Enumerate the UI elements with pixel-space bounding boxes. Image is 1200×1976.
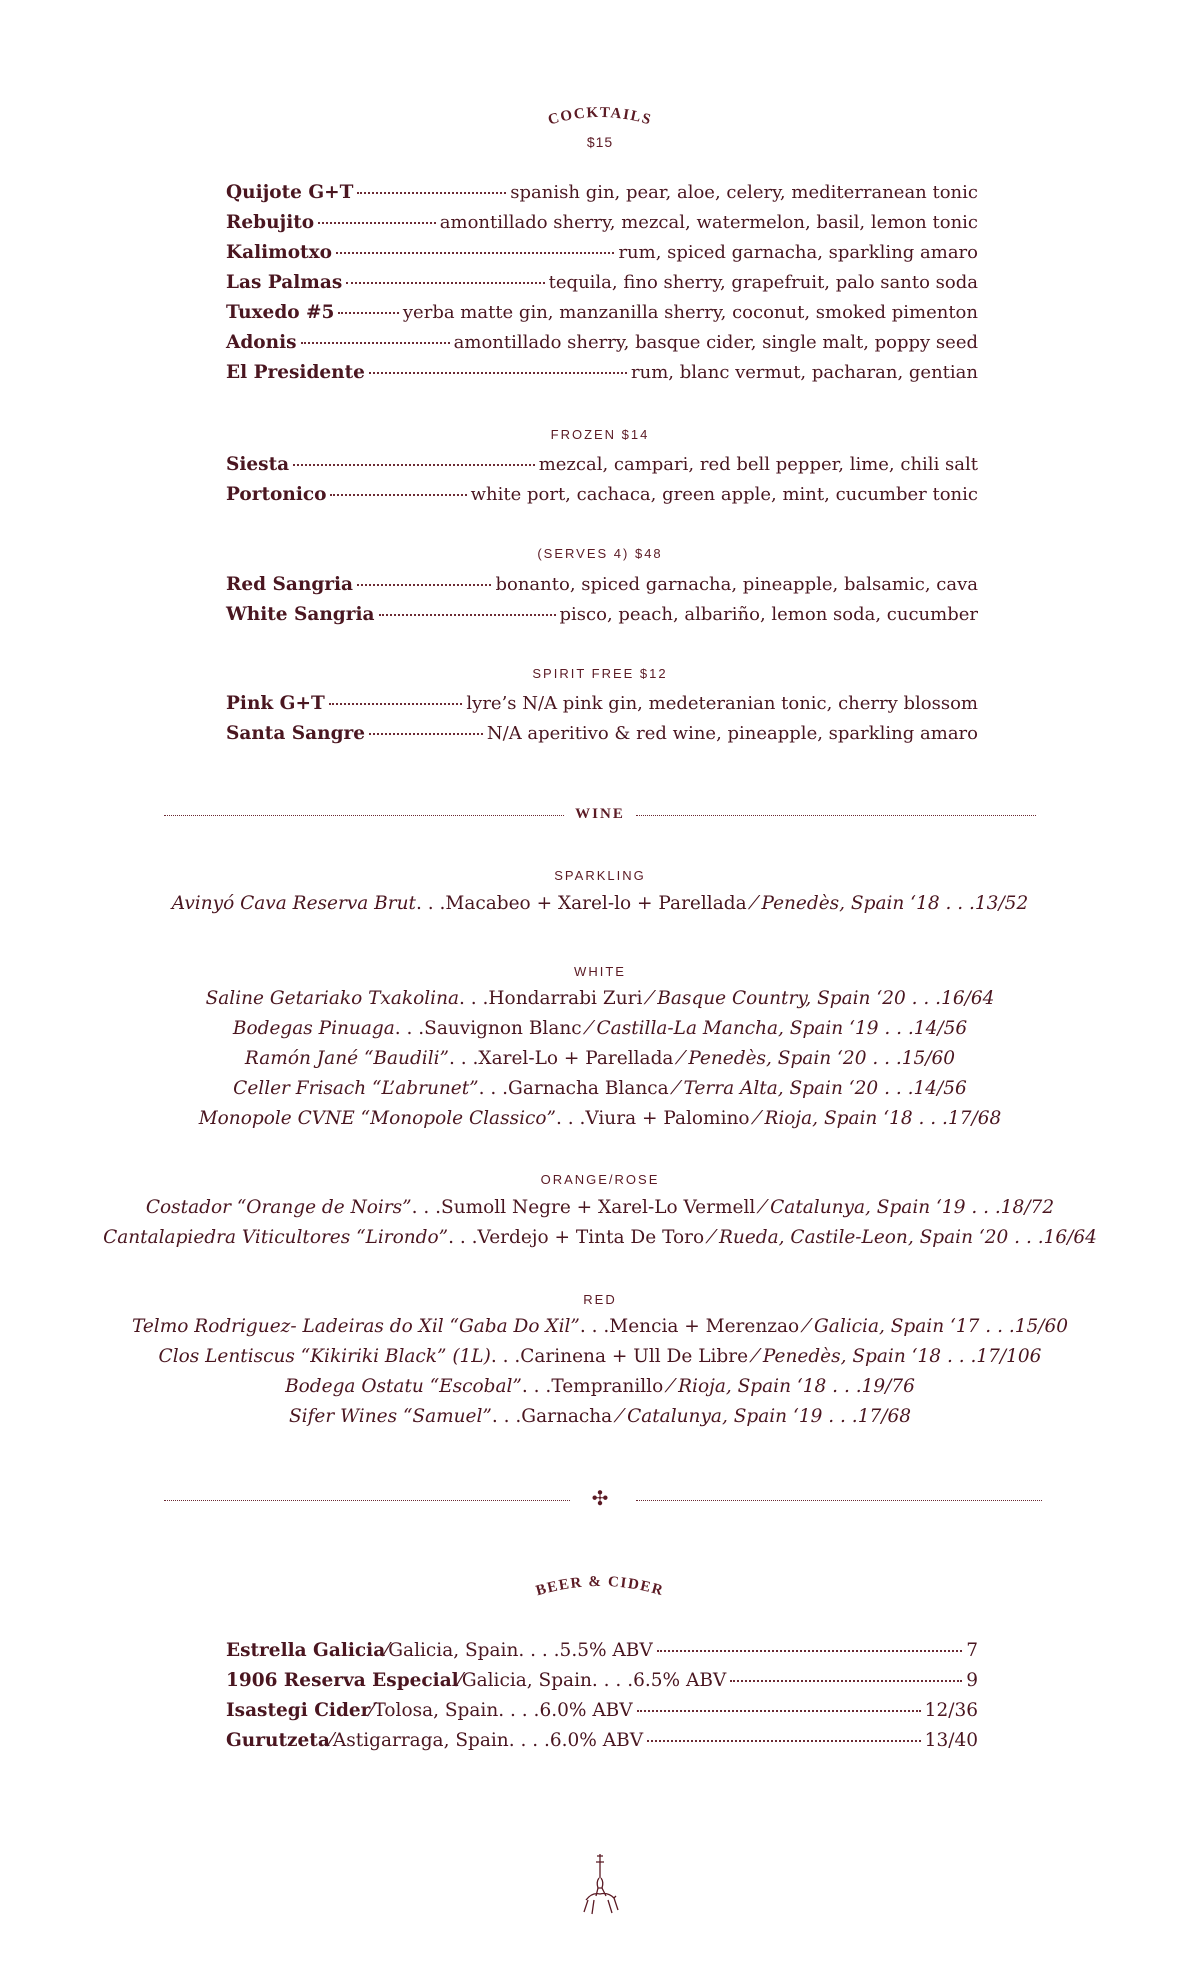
item-description: amontillado sherry, basque cider, single malt, poppy seed [453,332,978,353]
wine-leader: . . . [415,893,446,914]
leader-dots [657,1650,962,1652]
item-description: tequila, fino sherry, grapefruit, palo santo soda [548,272,978,293]
beer-leader: . . . . [518,1640,560,1661]
wine-leader: . . . [411,1197,442,1218]
beer-price: 7 [966,1640,978,1661]
beer-name: 1906 Reserva Especial [226,1670,459,1691]
beer-item [226,1730,978,1751]
cocktails-arch [500,98,700,138]
wine-separator: ⁄ [748,1346,763,1367]
leader-dots [369,733,483,735]
beer-arch [490,1564,710,1604]
wine-producer: Bodegas Pinuaga [232,1018,395,1039]
beer-separator: ⁄ [385,1640,389,1661]
menu-item [226,332,978,360]
wine-grapes: Macabeo + Xarel-lo + Parellada [445,893,747,914]
beer-origin: Astigarraga, Spain [332,1730,509,1751]
item-description: yerba matte gin, manzanilla sherry, coconut, smoked pimenton [402,302,978,323]
wine-region: Penedès, Spain ‘18 [761,893,940,914]
item-description: mezcal, campari, red bell pepper, lime, chili salt [538,454,978,475]
wine-leader: . . . [878,1078,914,1099]
wine-leader: . . . [394,1018,425,1039]
leader-dots [379,614,556,616]
menu-item [226,272,978,300]
beer-price: 12/36 [924,1700,978,1721]
wine-separator: ⁄ [642,988,658,1009]
wine-grapes: Sumoll Negre + Xarel-Lo Vermell [441,1197,756,1218]
leader-dots [730,1680,962,1682]
spirit-free-heading: SPIRIT FREE $12 [532,666,668,681]
wine-price: 13/52 [974,893,1029,914]
wine-item [40,1346,1160,1367]
menu-item [226,182,978,210]
wine-leader: . . . [912,1108,948,1129]
wine-price: 18/72 [1000,1197,1055,1218]
wine-grapes: Xarel-Lo + Parellada [478,1048,674,1069]
wine-grapes: Mencia + Merenzao [609,1316,800,1337]
beer-separator: ⁄ [370,1700,374,1721]
wine-grapes: Verdejo + Tinta De Toro [477,1227,705,1248]
item-description: N/A aperitivo & red wine, pineapple, sparkling amaro [486,723,978,744]
beer-leader: . . . . [591,1670,634,1691]
beer-name: Estrella Galicia [226,1640,386,1661]
leader-dots [357,192,506,194]
wine-item [40,1108,1160,1129]
menu-item [226,362,978,390]
item-name: Adonis [226,332,297,353]
wine-producer: Sifer Wines “Samuel” [288,1406,492,1427]
menu-item [226,574,978,602]
leader-dots [637,1710,921,1712]
beer-price: 9 [966,1670,978,1691]
wine-region: Penedès, Spain ‘18 [762,1346,942,1367]
wine-producer: Ramón Jané “Baudili” [244,1048,450,1069]
wine-region: Castilla-La Mancha, Spain ‘19 [596,1018,879,1039]
wine-price: 17/68 [857,1406,912,1427]
item-name: Quijote G+T [226,182,354,203]
wine-region: Galicia, Spain ‘17 [814,1316,980,1337]
menu-item [226,693,978,721]
leader-dots [329,703,463,705]
leader-dots [318,222,436,224]
wine-item [40,1018,1160,1039]
wine-title: WINE [575,806,625,822]
wine-item [40,1227,1160,1248]
beer-item [226,1640,978,1661]
menu-item [226,454,978,482]
item-name: Pink G+T [226,693,325,714]
wine-item [40,893,1160,914]
svg-text:COCKTAILS [546,105,653,129]
menu-item [226,723,978,751]
wine-leader: . . . [579,1316,610,1337]
wine-price: 15/60 [901,1048,956,1069]
wine-producer: Avinyó Cava Reserva Brut [171,893,416,914]
wine-producer: Clos Lentiscus “Kikiriki Black” (1L) [158,1346,491,1367]
wine-price: 17/68 [947,1108,1002,1129]
beer-item [226,1700,978,1721]
wine-leader: . . . [449,1048,479,1069]
wine-grapes: Sauvignon Blanc [424,1018,582,1039]
wine-price: 16/64 [941,988,995,1009]
item-name: White Sangria [226,604,375,625]
wine-region: Terra Alta, Spain ‘20 [683,1078,879,1099]
item-name: Portonico [226,484,327,505]
beer-leader: . . . . [508,1730,550,1751]
item-name: Red Sangria [226,574,354,595]
wine-separator: ⁄ [663,1376,679,1397]
wine-producer: Cantalapiedra Viticultores “Lirondo” [103,1227,449,1248]
wine-price: 16/64 [1043,1227,1097,1248]
wine-producer: Saline Getariako Txakolina [205,988,460,1009]
beer-origin: Galicia, Spain [388,1640,519,1661]
menu-item [226,604,978,632]
svg-text:BEER & CIDER [534,1574,666,1599]
wine-price: 14/56 [913,1078,967,1099]
beer-abv: 6.0% ABV [549,1730,644,1751]
wine-grapes: Carinena + Ull De Libre [520,1346,749,1367]
item-description: rum, spiced garnacha, sparkling amaro [618,242,978,263]
beer-separator: ⁄ [458,1670,462,1691]
wine-producer: Telmo Rodriguez- Ladeiras do Xil “Gaba Do Xil” [131,1316,580,1337]
wine-region: Rueda, Castile-Leon, Spain ‘20 [718,1227,1009,1248]
wine-item [40,1197,1160,1218]
wine-leader: . . . [939,893,975,914]
wine-price: 15/60 [1014,1316,1069,1337]
wine-region: Penedès, Spain ‘20 [688,1048,867,1069]
beer-abv: 5.5% ABV [559,1640,653,1661]
wine-grapes: Garnacha Blanca [508,1078,669,1099]
frozen-heading: FROZEN $14 [550,427,650,442]
wine-leader: . . . [979,1316,1015,1337]
cocktails-price: $15 [586,134,614,150]
wine-item [40,988,1160,1009]
leader-dots [647,1740,921,1742]
wine-grapes: Hondarrabi Zuri [488,988,643,1009]
sparkling-heading: SPARKLING [554,868,646,883]
wine-item [40,1376,1160,1397]
beer-abv: 6.0% ABV [539,1700,633,1721]
wine-separator: ⁄ [755,1197,771,1218]
wine-leader: . . . [491,1406,522,1427]
beer-name: Isastegi Cider [226,1700,371,1721]
orange-heading: ORANGE/ROSE [540,1172,660,1187]
wine-separator: ⁄ [746,893,762,914]
wine-leader: . . . [905,988,942,1009]
sangria-heading: (SERVES 4) $48 [537,546,663,561]
beer-separator: ⁄ [329,1730,333,1751]
wine-leader: . . . [478,1078,509,1099]
leader-dots [330,494,466,496]
beer-abv: 6.5% ABV [633,1670,727,1691]
item-name: Kalimotxo [226,242,332,263]
item-name: Santa Sangre [226,723,366,744]
wine-price: 14/56 [913,1018,968,1039]
wine-leader: . . . [521,1376,552,1397]
wine-grapes: Tempranillo [551,1376,664,1397]
leader-dots [338,312,398,314]
item-description: white port, cachaca, green apple, mint, cucumber tonic [470,484,978,505]
menu-item [226,212,978,240]
wine-separator: ⁄ [704,1227,719,1248]
wine-item [40,1048,1160,1069]
item-description: bonanto, spiced garnacha, pineapple, balsamic, cava [495,574,978,595]
beer-item [226,1670,978,1691]
item-name: El Presidente [226,362,365,383]
horse-rider-icon [578,1850,622,1920]
leader-dots [301,342,450,344]
item-name: Siesta [226,454,290,475]
wine-region: Rioja, Spain ‘18 [678,1376,827,1397]
wine-separator: ⁄ [612,1406,628,1427]
wine-region: Basque Country, Spain ‘20 [657,988,906,1009]
wine-leader: . . . [866,1048,902,1069]
wine-separator: ⁄ [673,1048,689,1069]
red-heading: RED [583,1292,617,1307]
leader-dots [293,464,535,466]
item-description: pisco, peach, albariño, lemon soda, cucumber [559,604,978,625]
beer-origin: Galicia, Spain [461,1670,592,1691]
wine-separator: ⁄ [749,1108,765,1129]
wine-separator: ⁄ [799,1316,815,1337]
menu-item [226,242,978,270]
cross-ornament-icon: ✣ [591,1486,609,1510]
item-name: Tuxedo #5 [226,302,335,323]
beer-leader: . . . . [498,1700,540,1721]
leader-dots [336,252,614,254]
wine-leader: . . . [941,1346,977,1367]
leader-dots [346,282,544,284]
cocktails-title: COCKTAILS [546,104,654,129]
wine-leader: . . . [459,988,489,1009]
wine-region: Catalunya, Spain ‘19 [770,1197,966,1218]
wine-price: 19/76 [861,1376,915,1397]
beer-origin: Tolosa, Spain [373,1700,499,1721]
wine-leader: . . . [1008,1227,1044,1248]
item-description: rum, blanc vermut, pacharan, gentian [631,362,978,383]
item-name: Las Palmas [226,272,343,293]
wine-region: Catalunya, Spain ‘19 [627,1406,823,1427]
wine-item [40,1316,1160,1337]
white-heading: WHITE [574,964,626,979]
wine-region: Rioja, Spain ‘18 [764,1108,913,1129]
leader-dots [369,372,627,374]
wine-leader: . . . [878,1018,914,1039]
item-name: Rebujito [226,212,315,233]
leader-dots [357,584,491,586]
beer-heading [0,1564,1200,1608]
wine-producer: Bodega Ostatu “Escobal” [285,1376,522,1397]
wine-leader: . . . [965,1197,1001,1218]
wine-leader: . . . [822,1406,858,1427]
wine-producer: Monopole CVNE “Monopole Classico” [198,1108,556,1129]
item-description: spanish gin, pear, aloe, celery, mediterranean tonic [510,182,978,203]
wine-producer: Celler Frisach “L’abrunet” [233,1078,479,1099]
wine-price: 17/106 [976,1346,1042,1367]
wine-separator: ⁄ [581,1018,597,1039]
menu-item [226,484,978,512]
wine-item [40,1078,1160,1099]
wine-item [40,1406,1160,1427]
menu-item [226,302,978,330]
wine-producer: Costador “Orange de Noirs” [145,1197,412,1218]
item-description: amontillado sherry, mezcal, watermelon, basil, lemon tonic [439,212,978,233]
beer-name: Gurutzeta [226,1730,330,1751]
wine-grapes: Viura + Palomino [585,1108,750,1129]
wine-leader: . . . [448,1227,478,1248]
wine-leader: . . . [826,1376,862,1397]
beer-price: 13/40 [924,1730,978,1751]
beer-title: BEER & CIDER [534,1573,666,1600]
item-description: lyre’s N/A pink gin, medeteranian tonic, cherry blossom [466,693,978,714]
wine-leader: . . . [490,1346,521,1367]
wine-grapes: Garnacha [521,1406,613,1427]
wine-leader: . . . [555,1108,586,1129]
wine-separator: ⁄ [668,1078,684,1099]
